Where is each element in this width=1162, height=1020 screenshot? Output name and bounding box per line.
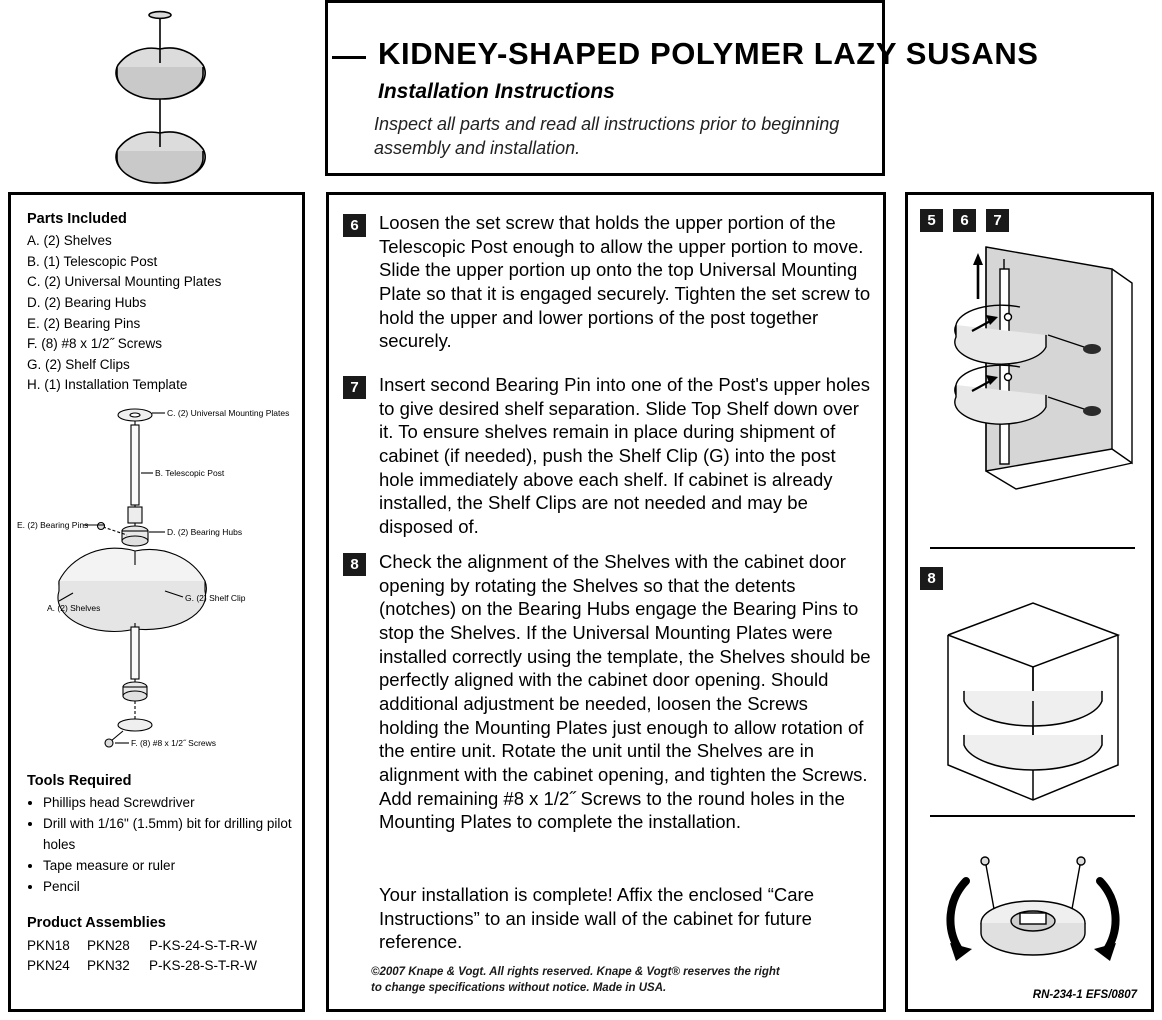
step-number-badge: 6 xyxy=(343,214,366,237)
diagram-label-a: A. (2) Shelves xyxy=(47,603,101,613)
diagram-label-b: B. Telescopic Post xyxy=(155,468,225,478)
tools-list xyxy=(27,793,297,897)
assemblies-table xyxy=(27,936,297,977)
copyright-notice: ©2007 Knape & Vogt. All rights reserved. Knape & Vogt® reserves the right to change specifications without notice. Made in USA. xyxy=(371,966,780,994)
step-badges-top xyxy=(920,209,1009,232)
instructions-panel xyxy=(326,192,886,1012)
closing-paragraph: Your installation is complete! Affix the enclosed “Care Instructions” to an inside wall of the cabinet for future reference. xyxy=(379,884,814,953)
assembly-cell: PKN24 xyxy=(27,958,70,974)
step-number-badge: 8 xyxy=(343,553,366,576)
step-badge-8: 8 xyxy=(920,567,943,590)
step-badge-5: 5 xyxy=(920,209,943,232)
rotation-adjustment-illustration xyxy=(920,825,1146,995)
list-item: F. (8) #8 x 1/2˝ Screws xyxy=(27,336,163,352)
parts-included-section xyxy=(27,211,297,396)
list-item: • Phillips head Screwdriver xyxy=(43,793,297,813)
list-item: • Tape measure or ruler xyxy=(43,856,297,876)
list-item: C. (2) Universal Mounting Plates xyxy=(27,274,222,290)
assembly-cell: PKN32 xyxy=(87,958,130,974)
list-item: • Drill with 1/16" (1.5mm) bit for drilling pilot holes xyxy=(43,814,297,855)
parts-list xyxy=(27,231,297,396)
table-row xyxy=(27,956,297,976)
list-item: H. (1) Installation Template xyxy=(27,377,188,393)
list-item: E. (2) Bearing Pins xyxy=(27,315,141,331)
lazy-susan-logo-illustration xyxy=(55,5,265,185)
step-text: Loosen the set screw that holds the upper portion of the Telescopic Post enough to allow the upper portion to move. Slide the upper portion up onto the top Universal Mounting Plate so that it is engaged securely. Tighten the set screw to hold the upper and lower portions of the post together securely. xyxy=(379,212,871,352)
diagram-label-g: G. (2) Shelf Clip xyxy=(185,593,246,603)
diagram-label-f: F. (8) #8 x 1/2˝ Screws xyxy=(131,738,217,748)
list-item: • Pencil xyxy=(43,877,297,897)
tools-required-title: Tools Required xyxy=(27,773,132,789)
cabinet-alignment-illustration xyxy=(918,595,1148,810)
exploded-parts-diagram xyxy=(15,395,305,755)
document-header xyxy=(0,0,1162,182)
product-assemblies-title: Product Assemblies xyxy=(27,915,166,931)
product-assemblies-section xyxy=(27,915,297,977)
list-item: A. (2) Shelves xyxy=(27,233,112,248)
diagram-label-e: E. (2) Bearing Pins xyxy=(17,520,89,530)
header-dash xyxy=(332,56,366,59)
parts-included-title: Parts Included xyxy=(27,211,127,227)
list-item: B. (1) Telescopic Post xyxy=(27,253,158,269)
instruction-step-8 xyxy=(343,550,871,834)
assembly-cell: P-KS-28-S-T-R-W xyxy=(149,958,257,974)
illustrations-panel xyxy=(905,192,1154,1012)
step-badge-6: 6 xyxy=(953,209,976,232)
header-note: Inspect all parts and read all instructions prior to beginning assembly and installation. xyxy=(374,114,840,158)
instruction-step-7 xyxy=(343,373,871,539)
instruction-step-6 xyxy=(343,211,871,353)
step-text: Insert second Bearing Pin into one of the Post's upper holes to give desired shelf separation. Slide Top Shelf down over it. To ensure shelves remain in place during shipment of cabinet (if needed), push the Shelf Clip (G) into the post hole immediately above each shelf. If cabinet is already installed, the Shelf Clips are not needed and may be disposed of. xyxy=(379,374,871,538)
step-text: Check the alignment of the Shelves with the cabinet door opening by rotating the Shelves so that the detents (notches) on the Bearing Hubs engage the Bearing Pins to stop the Shelves. If the Universal Mounting Plates were installed correctly using the template, the Shelves should be perfectly aligned with the cabinet door opening. Should additional adjustment be needed, loosen the Screws holding the Mounting Plates just enough to allow rotation of the entire unit. Rotate the unit until the Shelves are in alignment with the cabinet opening, and tighten the Screws. Add remaining #8 x 1/2˝ Screws to the round holes in the Mounting Plates to complete the installation. xyxy=(379,551,871,833)
assembly-cell: PKN18 xyxy=(27,938,70,953)
divider xyxy=(930,815,1135,817)
step-number-badge: 7 xyxy=(343,376,366,399)
list-item: G. (2) Shelf Clips xyxy=(27,356,130,372)
divider xyxy=(930,547,1135,549)
page-title: KIDNEY-SHAPED POLYMER LAZY SUSANS xyxy=(378,36,1039,71)
list-item: D. (2) Bearing Hubs xyxy=(27,294,147,310)
tools-required-section xyxy=(27,773,297,898)
step-badge-7: 7 xyxy=(986,209,1009,232)
assembly-cell: PKN28 xyxy=(87,938,130,953)
parts-panel xyxy=(8,192,305,1012)
assembly-cell: P-KS-24-S-T-R-W xyxy=(149,938,257,953)
table-row xyxy=(27,936,297,956)
document-code: RN-234-1 EFS/0807 xyxy=(1032,989,1137,1001)
post-assembly-illustration xyxy=(916,239,1148,529)
diagram-label-c: C. (2) Universal Mounting Plates xyxy=(167,408,290,418)
diagram-label-d: D. (2) Bearing Hubs xyxy=(167,527,243,537)
page-subtitle: Installation Instructions xyxy=(378,80,615,103)
